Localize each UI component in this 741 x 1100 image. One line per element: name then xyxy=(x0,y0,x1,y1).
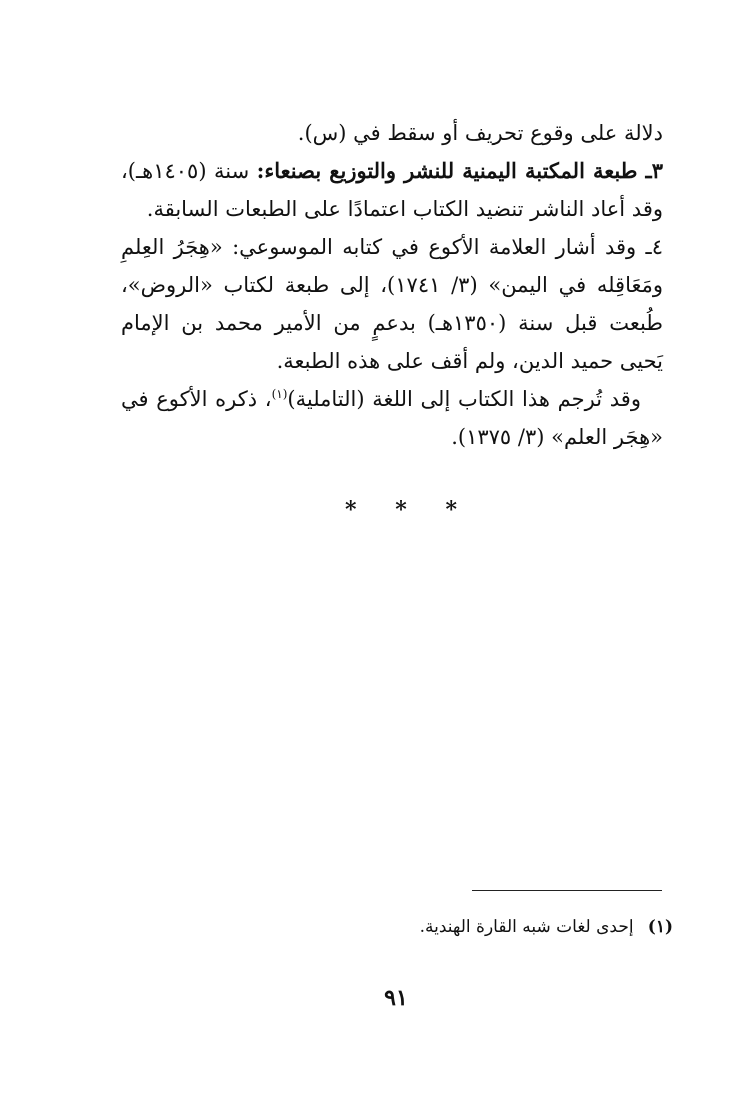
footnote-number: (١) xyxy=(647,917,673,937)
paragraph-2-heading: ٣ـ طبعة المكتبة اليمنية للنشر والتوزيع بصنعاء: xyxy=(256,158,663,183)
main-body-text xyxy=(121,114,663,456)
separator-star-icon: * xyxy=(345,497,357,523)
footnote xyxy=(253,913,673,941)
section-separator xyxy=(345,497,457,523)
paragraph-4-text-before-note: وقد تُرجم هذا الكتاب إلى اللغة (التاملية) xyxy=(287,387,641,411)
paragraph-1 xyxy=(121,114,663,152)
paragraph-1-text: دلالة على وقوع تحريف أو سقط في (س). xyxy=(297,121,663,145)
separator-star-icon: * xyxy=(395,497,407,523)
separator-star-icon: * xyxy=(445,497,457,523)
page-number: ٩١ xyxy=(384,985,408,1011)
footnote-text: إحدى لغات شبه القارة الهندية. xyxy=(419,917,634,937)
paragraph-4-text-after-note: ، ذكره الأكوع في «هِجَر العلم» (٣/ ١٣٧٥). xyxy=(121,387,663,449)
paragraph-2-text: سنة (١٤٠٥هـ)، وقد أعاد الناشر تنضيد الكتاب اعتمادًا على الطبعات السابقة. xyxy=(121,159,663,221)
paragraph-4 xyxy=(121,380,663,456)
paragraph-3-text: ٤ـ وقد أشار العلامة الأكوع في كتابه الموسوعي: «هِجَرُ العِلمِ ومَعَاقِله في اليمن» (٣/ ١٧٤١)، إلى طبعة لكتاب «الروض»، طُبعت قبل سنة (١٣٥٠هـ) بدعمٍ من الأمير محمد بن الإمام يَحيى حميد الدين، ولم أقف على هذه الطبعة. xyxy=(121,235,663,373)
footnote-reference: (١) xyxy=(271,387,288,401)
paragraph-2 xyxy=(121,152,663,228)
footnote-divider xyxy=(472,890,662,891)
paragraph-3 xyxy=(121,228,663,380)
